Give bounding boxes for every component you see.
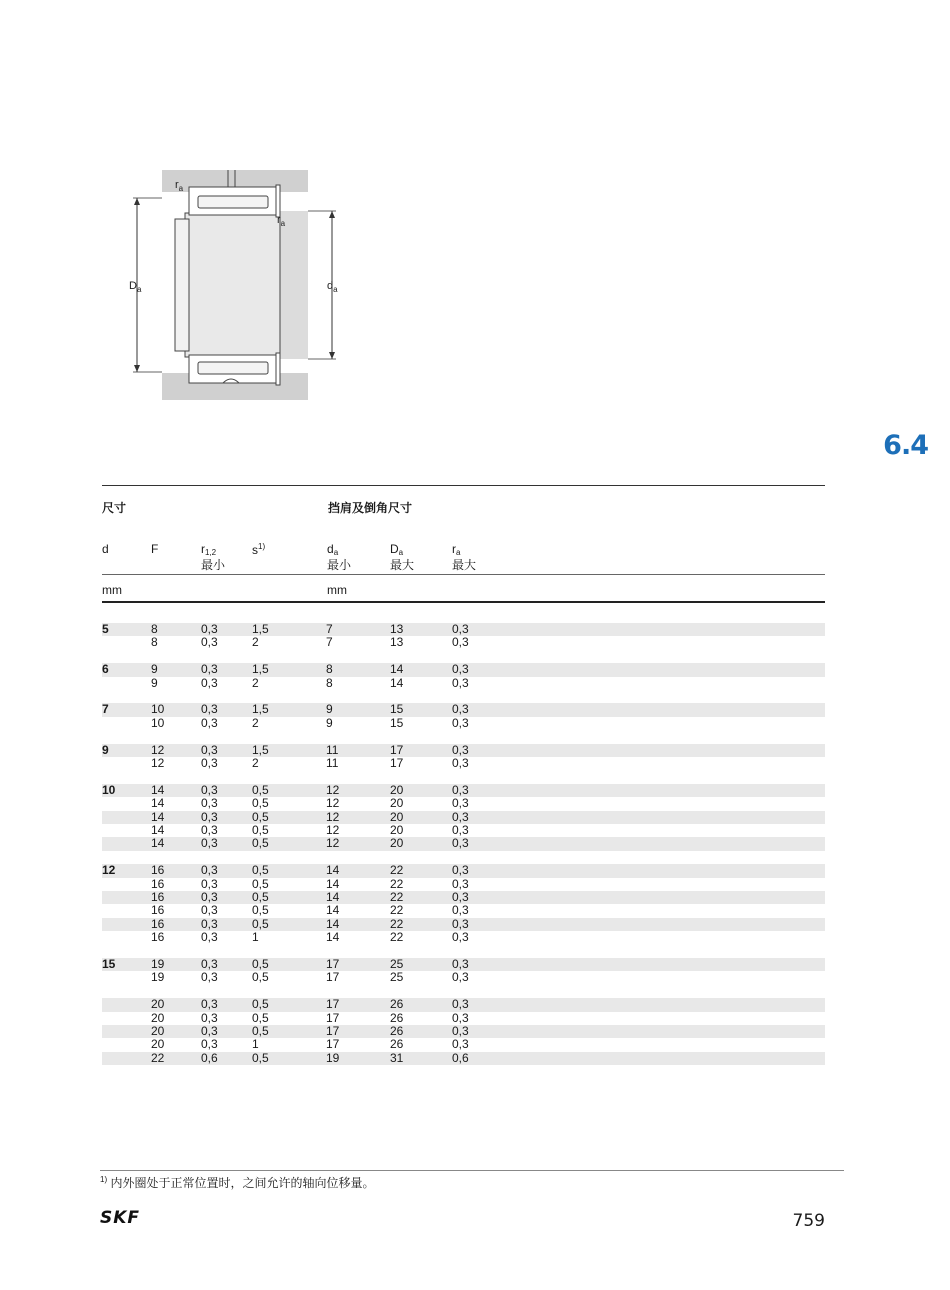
cell-Da: 13: [390, 622, 404, 636]
cell-d: 10: [102, 782, 116, 797]
cell-s: 2: [252, 635, 259, 650]
cell-F: 16: [151, 903, 165, 918]
table-row: [102, 717, 825, 730]
cell-ra: 0,3: [452, 997, 469, 1012]
cell-r12: 0,3: [201, 836, 218, 851]
table-row: [102, 958, 825, 971]
footnote-mark: 1): [100, 1175, 108, 1184]
cell-Da: 22: [390, 890, 404, 904]
cell-ra: 0,3: [452, 930, 469, 945]
footnote: [100, 1174, 374, 1191]
table-row: [102, 931, 825, 944]
cell-da: 17: [326, 957, 340, 971]
cell-Da: 26: [390, 1037, 404, 1052]
cell-Da: 13: [390, 635, 404, 650]
cell-r12: 0,3: [201, 863, 218, 878]
cell-da: 12: [326, 796, 340, 811]
cell-r12: 0,3: [201, 916, 218, 931]
cell-s: 2: [252, 715, 259, 730]
cell-s: 0,5: [252, 876, 269, 891]
cell-s: 0,5: [252, 863, 269, 878]
cell-F: 14: [151, 836, 165, 851]
cell-s: 0,5: [252, 836, 269, 851]
cell-ra: 0,3: [452, 782, 469, 797]
cell-ra: 0,3: [452, 823, 469, 837]
cell-da: 17: [326, 970, 340, 985]
table-row: [102, 891, 825, 904]
cell-ra: 0,3: [452, 796, 469, 811]
label-ra-top: $r_a$: [175, 179, 184, 193]
unit-right: mm: [327, 583, 347, 597]
skf-logo: [100, 1209, 162, 1225]
bearing-mounting-drawing: [125, 165, 355, 405]
table-row: [102, 878, 825, 891]
table-row: [102, 918, 825, 931]
table-row: [102, 1052, 825, 1065]
cell-ra: 0,3: [452, 876, 469, 891]
cell-da: 7: [326, 622, 333, 636]
table-row: [102, 663, 825, 676]
cell-Da: 31: [390, 1050, 404, 1065]
cell-r12: 0,3: [201, 675, 218, 690]
cell-ra: 0,3: [452, 890, 469, 904]
cell-F: 9: [151, 675, 158, 690]
cell-s: 1: [252, 930, 259, 945]
table-row: [102, 904, 825, 917]
cell-Da: 26: [390, 1024, 404, 1038]
cell-da: 17: [326, 997, 340, 1012]
cell-F: 14: [151, 796, 165, 811]
cell-F: 12: [151, 742, 165, 757]
col-header-s: $s^{1)}$: [252, 542, 266, 557]
cell-ra: 0,6: [452, 1050, 469, 1065]
cell-r12: 0,3: [201, 635, 218, 650]
cell-r12: 0,3: [201, 823, 218, 837]
cell-F: 9: [151, 662, 158, 677]
cell-da: 11: [326, 756, 339, 770]
cell-r12: 0,3: [201, 1024, 218, 1038]
cell-Da: 20: [390, 836, 404, 851]
table-row: [102, 757, 825, 770]
snap-ring-bottom: [276, 353, 280, 385]
cell-ra: 0,3: [452, 863, 469, 878]
cell-d: 5: [102, 622, 109, 636]
cell-Da: 17: [390, 742, 404, 757]
cell-da: 11: [326, 742, 339, 757]
col-header-d: d: [102, 542, 109, 556]
group-header-dimensions: 尺寸: [102, 501, 127, 515]
cell-F: 16: [151, 863, 165, 878]
label-da: $d_a$: [327, 280, 338, 294]
cell-Da: 17: [390, 756, 404, 770]
cell-d: 15: [102, 957, 116, 971]
cell-ra: 0,3: [452, 809, 469, 824]
table-row: [102, 837, 825, 850]
cell-Da: 26: [390, 997, 404, 1012]
cell-F: 10: [151, 702, 165, 717]
cell-Da: 14: [390, 662, 404, 677]
table-top-rule: [102, 485, 825, 486]
cell-ra: 0,3: [452, 622, 469, 636]
col-header-ra: $r_a$ 最大: [452, 542, 477, 572]
table-row: [102, 811, 825, 824]
cell-r12: 0,3: [201, 796, 218, 811]
cell-Da: 20: [390, 809, 404, 824]
cell-r12: 0,3: [201, 1010, 218, 1025]
cell-F: 19: [151, 957, 165, 971]
cell-r12: 0,3: [201, 702, 218, 717]
cell-da: 17: [326, 1037, 340, 1052]
cell-ra: 0,3: [452, 903, 469, 918]
table-row: [102, 677, 825, 690]
table-row: [102, 1038, 825, 1051]
cell-s: 0,5: [252, 809, 269, 824]
cell-s: 1,5: [252, 622, 269, 636]
table-row: [102, 1025, 825, 1038]
cell-F: 14: [151, 823, 165, 837]
cell-r12: 0,3: [201, 997, 218, 1012]
cell-da: 8: [326, 675, 333, 690]
cell-F: 14: [151, 809, 165, 824]
table-row: [102, 864, 825, 877]
cell-da: 14: [326, 890, 340, 904]
footnote-rule: [100, 1170, 844, 1171]
cell-da: 7: [326, 635, 333, 650]
cell-s: 2: [252, 756, 259, 770]
cell-s: 0,5: [252, 916, 269, 931]
cell-s: 0,5: [252, 957, 269, 971]
cell-Da: 20: [390, 796, 404, 811]
cell-r12: 0,3: [201, 903, 218, 918]
cell-r12: 0,3: [201, 970, 218, 985]
col-header-F: F: [151, 542, 159, 556]
cell-F: 22: [151, 1050, 165, 1065]
cell-Da: 14: [390, 675, 404, 690]
cell-F: 16: [151, 876, 165, 891]
cell-F: 20: [151, 1024, 165, 1038]
cell-ra: 0,3: [452, 1010, 469, 1025]
table-units-rule: [102, 601, 825, 603]
table-row: [102, 971, 825, 984]
cell-da: 12: [326, 782, 340, 797]
cell-da: 14: [326, 930, 340, 945]
cell-r12: 0,3: [201, 782, 218, 797]
cell-da: 9: [326, 702, 333, 717]
inner-ring-flange: [175, 219, 189, 351]
cell-s: 0,5: [252, 903, 269, 918]
cell-ra: 0,3: [452, 662, 469, 677]
cell-Da: 22: [390, 876, 404, 891]
cell-r12: 0,3: [201, 1037, 218, 1052]
cell-da: 19: [326, 1050, 340, 1065]
cell-F: 8: [151, 622, 158, 636]
cell-F: 20: [151, 1037, 165, 1052]
cell-ra: 0,3: [452, 836, 469, 851]
label-Da: $D_a$: [129, 280, 142, 294]
cell-s: 0,5: [252, 782, 269, 797]
footnote-text: 内外圈处于正常位置时，之间允许的轴向位移量。: [110, 1176, 375, 1190]
label-ra-right: $r_a$: [277, 214, 286, 228]
cell-d: 9: [102, 742, 109, 757]
cell-r12: 0,3: [201, 662, 218, 677]
cell-r12: 0,6: [201, 1050, 218, 1065]
cell-ra: 0,3: [452, 702, 469, 717]
cell-s: 0,5: [252, 1010, 269, 1025]
cell-da: 12: [326, 809, 340, 824]
table-row: [102, 703, 825, 716]
cell-r12: 0,3: [201, 890, 218, 904]
cell-r12: 0,3: [201, 876, 218, 891]
cell-d: 6: [102, 662, 109, 677]
cell-ra: 0,3: [452, 742, 469, 757]
cell-Da: 15: [390, 702, 404, 717]
cell-Da: 22: [390, 863, 404, 878]
cell-F: 16: [151, 916, 165, 931]
svg-text:SKF: SKF: [100, 1209, 141, 1225]
unit-left: mm: [102, 583, 122, 597]
cell-r12: 0,3: [201, 809, 218, 824]
cell-F: 10: [151, 715, 165, 730]
cell-F: 12: [151, 756, 165, 770]
cell-r12: 0,3: [201, 756, 218, 770]
table-row: [102, 1012, 825, 1025]
cell-s: 1: [252, 1037, 259, 1052]
cell-r12: 0,3: [201, 930, 218, 945]
cell-da: 8: [326, 662, 333, 677]
cell-F: 20: [151, 997, 165, 1012]
cell-s: 0,5: [252, 1024, 269, 1038]
cell-s: 2: [252, 675, 259, 690]
cell-ra: 0,3: [452, 756, 469, 770]
cell-Da: 25: [390, 957, 404, 971]
cell-s: 1,5: [252, 742, 269, 757]
cell-da: 14: [326, 916, 340, 931]
cell-s: 0,5: [252, 823, 269, 837]
col-header-r12: $r_{1,2}$ 最小: [201, 542, 226, 572]
cell-da: 14: [326, 863, 340, 878]
cell-r12: 0,3: [201, 957, 218, 971]
cell-d: 12: [102, 863, 116, 878]
cell-F: 8: [151, 635, 158, 650]
cell-da: 12: [326, 823, 340, 837]
cell-F: 14: [151, 782, 165, 797]
cell-Da: 20: [390, 823, 404, 837]
table-row: [102, 784, 825, 797]
table-row: [102, 744, 825, 757]
cell-ra: 0,3: [452, 916, 469, 931]
cell-da: 9: [326, 715, 333, 730]
cell-ra: 0,3: [452, 1024, 469, 1038]
cell-ra: 0,3: [452, 675, 469, 690]
cell-r12: 0,3: [201, 742, 218, 757]
cell-Da: 25: [390, 970, 404, 985]
cell-s: 1,5: [252, 702, 269, 717]
col-header-Da: $D_a$ 最大: [390, 542, 415, 572]
cell-ra: 0,3: [452, 715, 469, 730]
cell-da: 14: [326, 876, 340, 891]
cell-s: 0,5: [252, 796, 269, 811]
cell-Da: 22: [390, 903, 404, 918]
table-row: [102, 636, 825, 649]
cell-F: 16: [151, 930, 165, 945]
cell-Da: 22: [390, 930, 404, 945]
snap-ring-top: [276, 185, 280, 217]
cell-F: 20: [151, 1010, 165, 1025]
cell-ra: 0,3: [452, 635, 469, 650]
table-row: [102, 824, 825, 837]
table-row: [102, 797, 825, 810]
cell-da: 12: [326, 836, 340, 851]
group-header-abutment: 挡肩及倒角尺寸: [328, 501, 413, 515]
cell-ra: 0,3: [452, 1037, 469, 1052]
cell-r12: 0,3: [201, 715, 218, 730]
roller-bottom: [198, 362, 268, 374]
cell-F: 19: [151, 970, 165, 985]
cell-Da: 26: [390, 1010, 404, 1025]
section-number: 6.4: [883, 430, 928, 461]
roller-top: [198, 196, 268, 208]
cell-s: 0,5: [252, 997, 269, 1012]
cell-F: 16: [151, 890, 165, 904]
cell-d: 7: [102, 702, 109, 717]
cell-da: 14: [326, 903, 340, 918]
cell-s: 0,5: [252, 890, 269, 904]
cell-ra: 0,3: [452, 957, 469, 971]
table-row: [102, 998, 825, 1011]
cell-da: 17: [326, 1010, 340, 1025]
cell-s: 0,5: [252, 970, 269, 985]
inner-ring: [185, 213, 280, 357]
table-header-rule: [102, 574, 825, 575]
cell-ra: 0,3: [452, 970, 469, 985]
cell-Da: 22: [390, 916, 404, 931]
cell-s: 0,5: [252, 1050, 269, 1065]
cell-s: 1,5: [252, 662, 269, 677]
col-header-da: $d_a$ 最小: [327, 542, 352, 572]
page-number: 759: [792, 1211, 825, 1231]
cell-Da: 15: [390, 715, 404, 730]
cell-r12: 0,3: [201, 622, 218, 636]
table-row: [102, 623, 825, 636]
cell-da: 17: [326, 1024, 340, 1038]
cell-Da: 20: [390, 782, 404, 797]
